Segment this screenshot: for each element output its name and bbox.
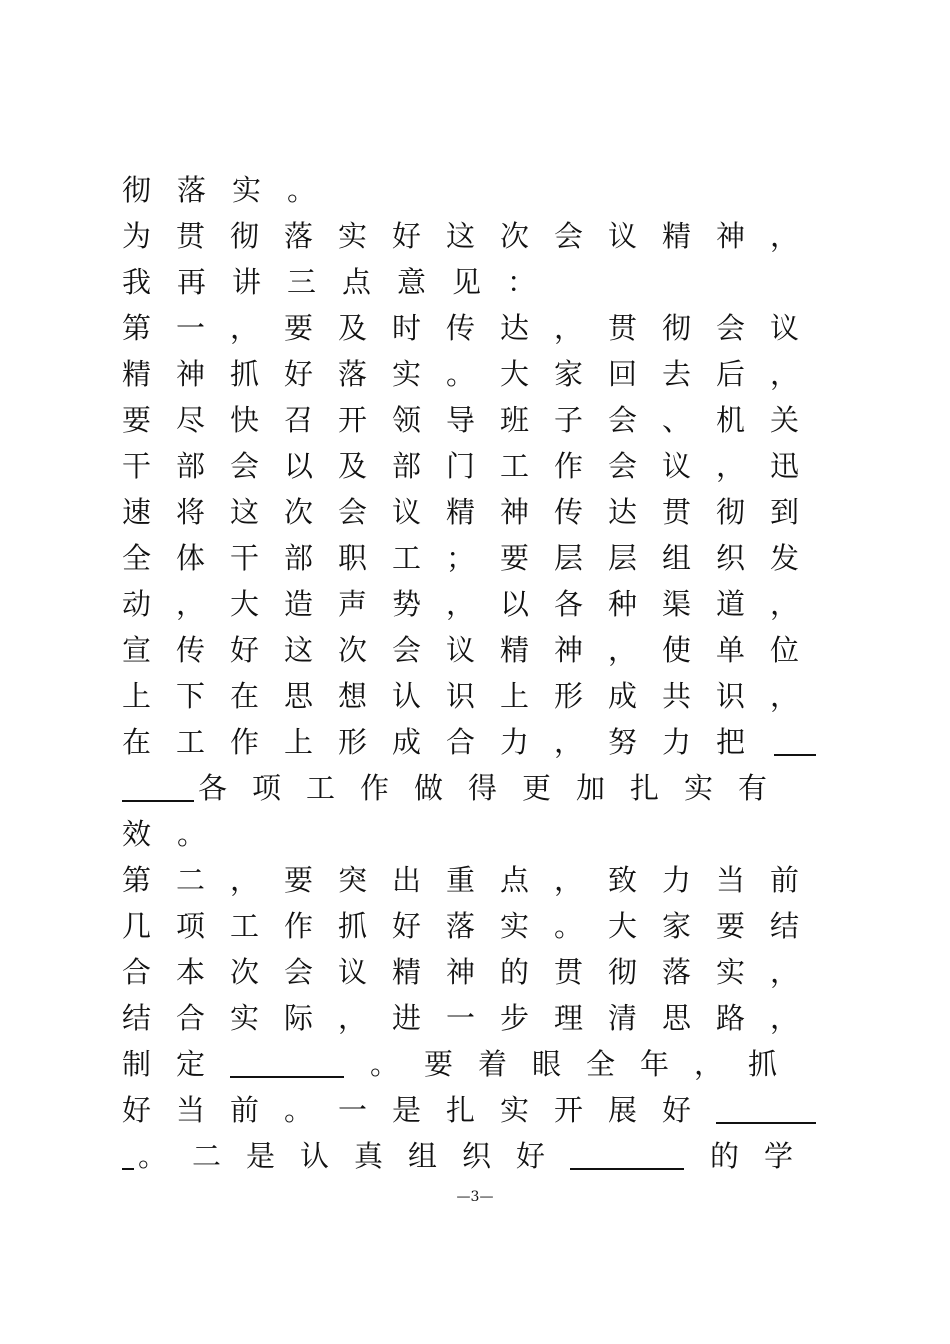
fill-in-blank bbox=[570, 1168, 684, 1170]
text-line bbox=[122, 400, 828, 440]
text-span: 全体干部职工；要层层组织发 bbox=[122, 541, 825, 575]
text-span: 为贯彻落实好这次会议精神， bbox=[122, 219, 825, 253]
text-line bbox=[122, 860, 828, 900]
text-line bbox=[122, 1090, 828, 1130]
text-line bbox=[122, 998, 828, 1038]
text-span: 我再讲三点意见： bbox=[122, 265, 563, 299]
text-span: 。要着眼全年，抓 bbox=[370, 1047, 803, 1081]
text-line bbox=[122, 952, 828, 992]
text-span: 干部会以及部门工作会议，迅 bbox=[122, 449, 825, 483]
text-span: 的学 bbox=[710, 1139, 819, 1173]
page-number: —3— bbox=[456, 1189, 494, 1205]
text-line bbox=[122, 492, 828, 532]
text-span: 各项工作做得更加扎实有 bbox=[198, 771, 793, 805]
text-line bbox=[122, 446, 828, 486]
text-line bbox=[122, 538, 828, 578]
text-span: 。二是认真组织好 bbox=[138, 1139, 571, 1173]
text-span: 第一，要及时传达，贯彻会议 bbox=[122, 311, 825, 345]
text-span: 几项工作抓好落实。大家要结 bbox=[122, 909, 825, 943]
text-span: 上下在思想认识上形成共识， bbox=[122, 679, 825, 713]
text-line bbox=[122, 216, 828, 256]
text-span: 精神抓好落实。大家回去后， bbox=[122, 357, 825, 391]
text-span: 速将这次会议精神传达贯彻到 bbox=[122, 495, 825, 529]
fill-in-blank bbox=[774, 754, 816, 756]
text-span: 动，大造声势，以各种渠道， bbox=[122, 587, 825, 621]
text-line bbox=[122, 1044, 828, 1084]
fill-in-blank bbox=[122, 800, 194, 802]
text-span: 宣传好这次会议精神，使单位 bbox=[122, 633, 825, 667]
fill-in-blank bbox=[230, 1076, 344, 1078]
text-span: 彻落实。 bbox=[122, 173, 343, 207]
text-span: 第二，要突出重点，致力当前 bbox=[122, 863, 825, 897]
text-span: 好当前。一是扎实开展好 bbox=[122, 1093, 717, 1127]
text-line bbox=[122, 768, 828, 808]
text-line bbox=[122, 170, 828, 210]
text-line bbox=[122, 906, 828, 946]
text-line bbox=[122, 814, 828, 854]
text-line bbox=[122, 262, 828, 302]
fill-in-blank bbox=[716, 1122, 816, 1124]
text-line bbox=[122, 1136, 828, 1176]
text-line bbox=[122, 630, 828, 670]
text-line bbox=[122, 354, 828, 394]
text-span: 要尽快召开领导班子会、机关 bbox=[122, 403, 825, 437]
text-span: 合本次会议精神的贯彻落实， bbox=[122, 955, 825, 989]
text-span: 效。 bbox=[122, 817, 233, 851]
text-span: 结合实际，进一步理清思路， bbox=[122, 1001, 825, 1035]
fill-in-blank bbox=[122, 1168, 134, 1170]
text-line bbox=[122, 308, 828, 348]
text-line bbox=[122, 676, 828, 716]
text-span: 在工作上形成合力，努力把 bbox=[122, 725, 771, 759]
text-line bbox=[122, 584, 828, 624]
text-span: 制定 bbox=[122, 1047, 231, 1081]
text-line bbox=[122, 722, 828, 762]
